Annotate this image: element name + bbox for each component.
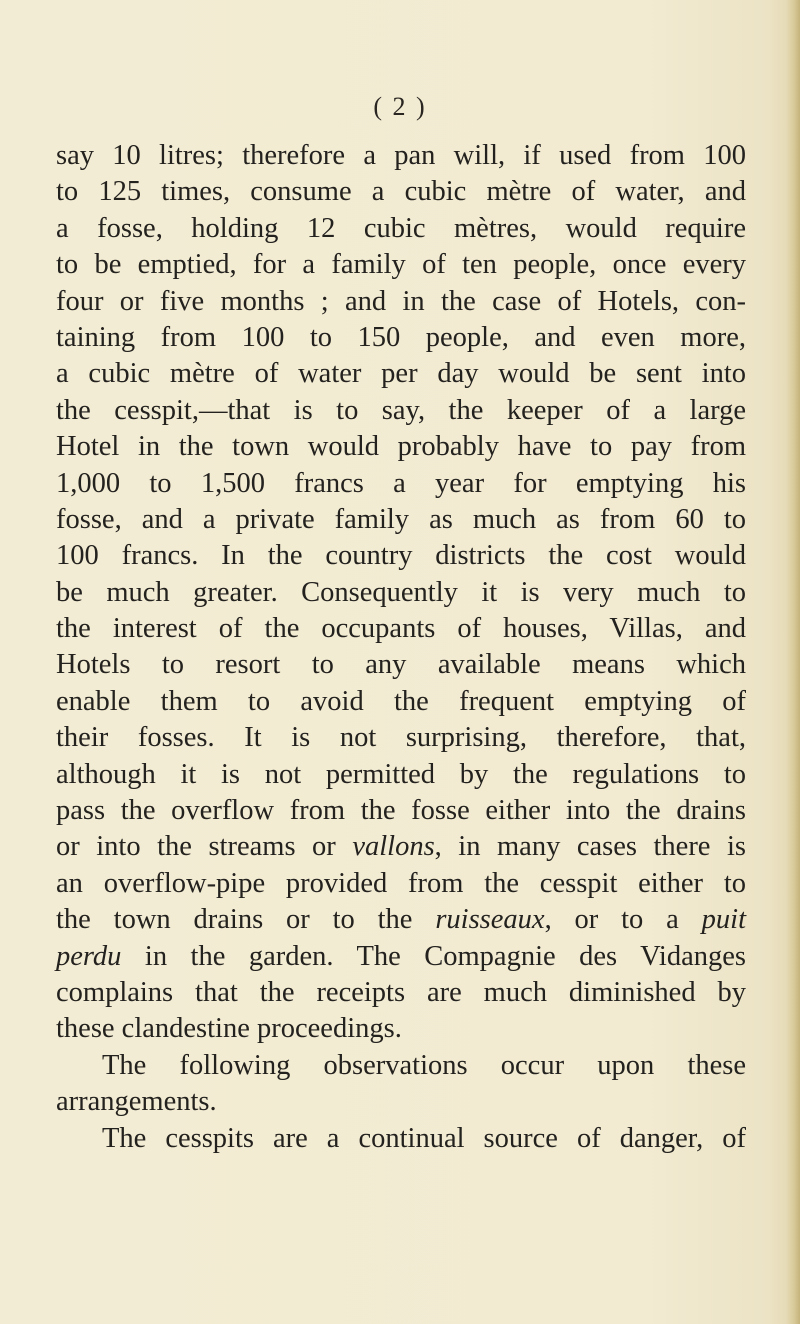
italic-term: puit (701, 904, 746, 936)
text-line: complains that the receipts are much diminished by (56, 976, 746, 1008)
text-line: although it is not permitted by the regulations to (56, 758, 746, 790)
italic-term: perdu (56, 940, 122, 972)
text-line: the cesspit,—that is to say, the keeper of a large (56, 394, 746, 426)
text-line (56, 902, 746, 938)
text-line: Hotel in the town would probably have to pay from (56, 431, 746, 463)
text-line: pass the overflow from the fosse either into the drains (56, 795, 746, 827)
text-line: to 125 times, consume a cubic mètre of water, and (56, 176, 746, 208)
text-line: say 10 litres; therefore a pan will, if used from 100 (56, 140, 746, 171)
text-line: these clandestine proceedings. (56, 1013, 402, 1045)
page-body (56, 138, 746, 1157)
text-line (56, 939, 746, 975)
text-line: their fosses. It is not surprising, therefore, that, (56, 722, 746, 754)
page-edge-shadow (786, 0, 800, 1324)
text-line: a cubic mètre of water per day would be sent into (56, 358, 746, 390)
page-number-header: ( 2 ) (373, 92, 427, 121)
text-line: taining from 100 to 150 people, and even more, (56, 321, 746, 353)
text-line: enable them to avoid the frequent emptying of (56, 685, 746, 717)
text-line: 100 francs. In the country districts the cost would (56, 540, 746, 572)
text-line: a fosse, holding 12 cubic mètres, would require (56, 212, 746, 244)
text-line: Hotels to resort to any available means which (56, 649, 746, 681)
text-segment: the town drains or to the (56, 904, 436, 936)
text-line: an overflow-pipe provided from the cesspit either to (56, 867, 746, 899)
text-line: fosse, and a private family as much as from 60 to (56, 503, 746, 535)
text-line: The following observations occur upon these (102, 1049, 746, 1081)
text-line: be much greater. Consequently it is very much to (56, 576, 746, 608)
text-line: arrangements. (56, 1086, 217, 1118)
text-line: The cesspits are a continual source of danger, of (102, 1122, 746, 1154)
text-line: 1,000 to 1,500 francs a year for emptying his (56, 467, 746, 499)
text-line: to be emptied, for a family of ten people, once every (56, 249, 746, 281)
text-line: four or five months ; and in the case of Hotels, con- (56, 285, 746, 317)
text-segment: , or to a (544, 904, 702, 936)
text-line: the interest of the occupants of houses, Villas, and (56, 613, 746, 645)
italic-term: ruisseaux (435, 904, 545, 936)
text-segment: , in many cases there is (434, 831, 746, 863)
text-segment: or into the streams or (56, 831, 353, 863)
text-line (56, 829, 746, 865)
italic-term: vallons (352, 831, 435, 863)
text-segment: in the garden. The Compagnie des Vidanges (121, 940, 746, 972)
